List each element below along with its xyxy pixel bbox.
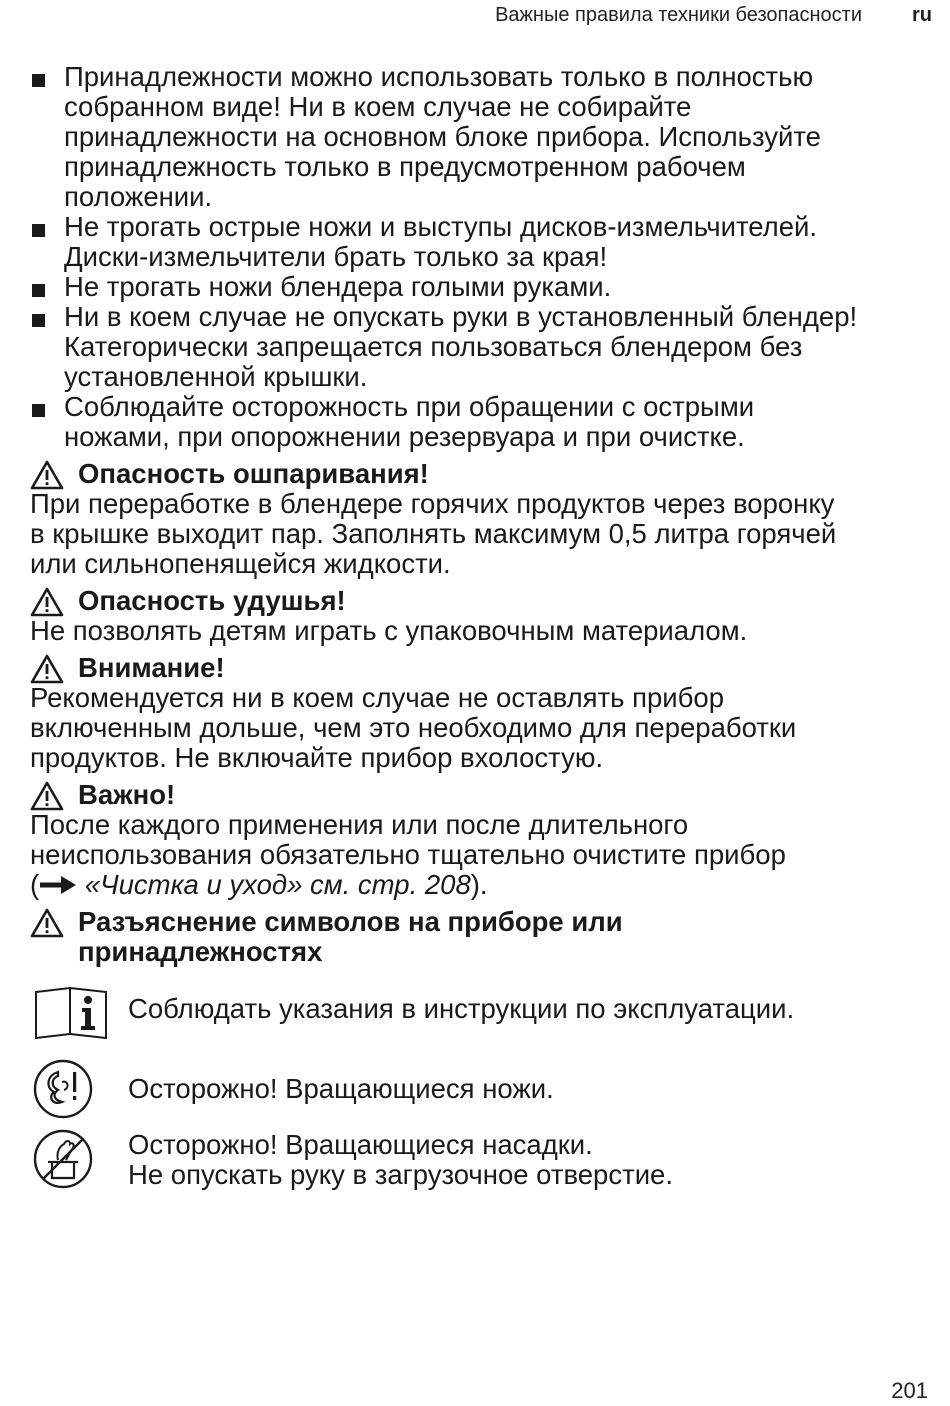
bullet-line: Не трогать ножи блендера голыми руками. <box>64 271 612 302</box>
symbol-row <box>30 1058 930 1128</box>
list-item <box>30 392 930 452</box>
warning-line: или сильнопенящейся жидкости. <box>30 548 451 579</box>
bullet-line: установленной крышки. <box>64 361 368 392</box>
language-code: ru <box>912 4 932 26</box>
cross-reference-link[interactable]: «Чистка и уход» см. стр. 208 <box>84 869 471 900</box>
warning-line: включенным дольше, чем это необходимо для переработки <box>30 712 797 743</box>
warning-heading <box>30 459 930 489</box>
warning-triangle-icon <box>30 587 64 617</box>
warning-line: Не позволять детям играть с упаковочным материалом. <box>30 615 748 646</box>
list-item <box>30 62 930 212</box>
bullet-square-icon <box>32 314 45 327</box>
attention-warning-section <box>30 653 930 773</box>
bullet-square-icon <box>32 224 45 237</box>
cross-reference-line <box>30 870 930 900</box>
bullet-line: Диски-измельчители брать только за края! <box>64 241 608 272</box>
warning-heading <box>30 653 930 683</box>
symbol-row <box>30 984 930 1058</box>
bullet-line: принадлежности на основном блоке прибора. Используйте <box>64 121 821 152</box>
bullet-line: Соблюдайте осторожность при обращении с острыми <box>64 391 755 422</box>
header-title: Важные правила техники безопасности <box>495 4 862 26</box>
warning-triangle-icon <box>30 460 64 490</box>
list-item <box>30 302 930 392</box>
bullet-line: собранном виде! Ни в коем случае не собирайте <box>64 91 692 122</box>
paren-close: ). <box>470 869 488 900</box>
warning-title: Внимание! <box>78 652 225 683</box>
warning-heading <box>30 780 930 810</box>
warning-title: Опасность ошпаривания! <box>78 458 429 489</box>
page-number: 201 <box>891 1378 928 1403</box>
bullet-square-icon <box>32 74 45 87</box>
paren-open: ( <box>30 869 40 900</box>
list-item <box>30 212 930 272</box>
warning-title: Опасность удушья! <box>78 585 346 616</box>
manual-info-icon <box>32 984 112 1040</box>
symbols-explanation-section <box>30 907 930 1208</box>
bullet-line: Не трогать острые ножи и выступы дисков-измельчителей. <box>64 211 817 242</box>
symbol-description: Осторожно! Вращающиеся насадки. <box>128 1129 593 1160</box>
safety-bullet-list <box>30 62 930 452</box>
bullet-line: положении. <box>64 181 213 212</box>
symbol-row <box>30 1128 930 1208</box>
bullet-line: принадлежность только в предусмотренном рабочем <box>64 151 746 182</box>
warning-line: неиспользования обязательно тщательно очистите прибор <box>30 839 786 870</box>
warning-line: После каждого применения или после длительного <box>30 809 689 840</box>
bullet-line: ножами, при опорожнении резервуара и при очистке. <box>64 421 745 452</box>
warning-triangle-icon <box>30 781 64 811</box>
suffocation-warning-section <box>30 586 930 646</box>
important-warning-section <box>30 780 930 900</box>
arrow-right-icon <box>39 874 77 896</box>
symbol-description: Соблюдать указания в инструкции по эксплуатации. <box>128 993 795 1024</box>
scald-warning-section <box>30 459 930 579</box>
rotating-blades-icon <box>32 1058 94 1120</box>
warning-heading <box>30 907 930 967</box>
bullet-square-icon <box>32 404 45 417</box>
warning-title: принадлежностях <box>78 936 323 967</box>
warning-title: Важно! <box>78 779 176 810</box>
warning-line: При переработке в блендере горячих продуктов через воронку <box>30 488 835 519</box>
warning-heading <box>30 586 930 616</box>
bullet-line: Принадлежности можно использовать только в полностью <box>64 61 814 92</box>
warning-title: Разъяснение символов на приборе или <box>78 906 623 937</box>
bullet-line: Ни в коем случае не опускать руки в установленный блендер! <box>64 301 858 332</box>
bullet-square-icon <box>32 284 45 297</box>
warning-line: Рекомендуется ни в коем случае не оставлять прибор <box>30 682 725 713</box>
symbol-description: Осторожно! Вращающиеся ножи. <box>128 1073 554 1104</box>
no-hand-in-feed-icon <box>32 1128 94 1190</box>
page-header <box>0 4 950 28</box>
symbol-description: Не опускать руку в загрузочное отверстие. <box>128 1159 673 1190</box>
warning-triangle-icon <box>30 908 64 938</box>
warning-line: продуктов. Не включайте прибор вхолостую. <box>30 742 604 773</box>
bullet-line: Категорически запрещается пользоваться блендером без <box>64 331 803 362</box>
warning-line: в крышке выходит пар. Заполнять максимум 0,5 литра горячей <box>30 518 837 549</box>
page-content <box>30 62 930 1208</box>
warning-triangle-icon <box>30 654 64 684</box>
list-item <box>30 272 930 302</box>
